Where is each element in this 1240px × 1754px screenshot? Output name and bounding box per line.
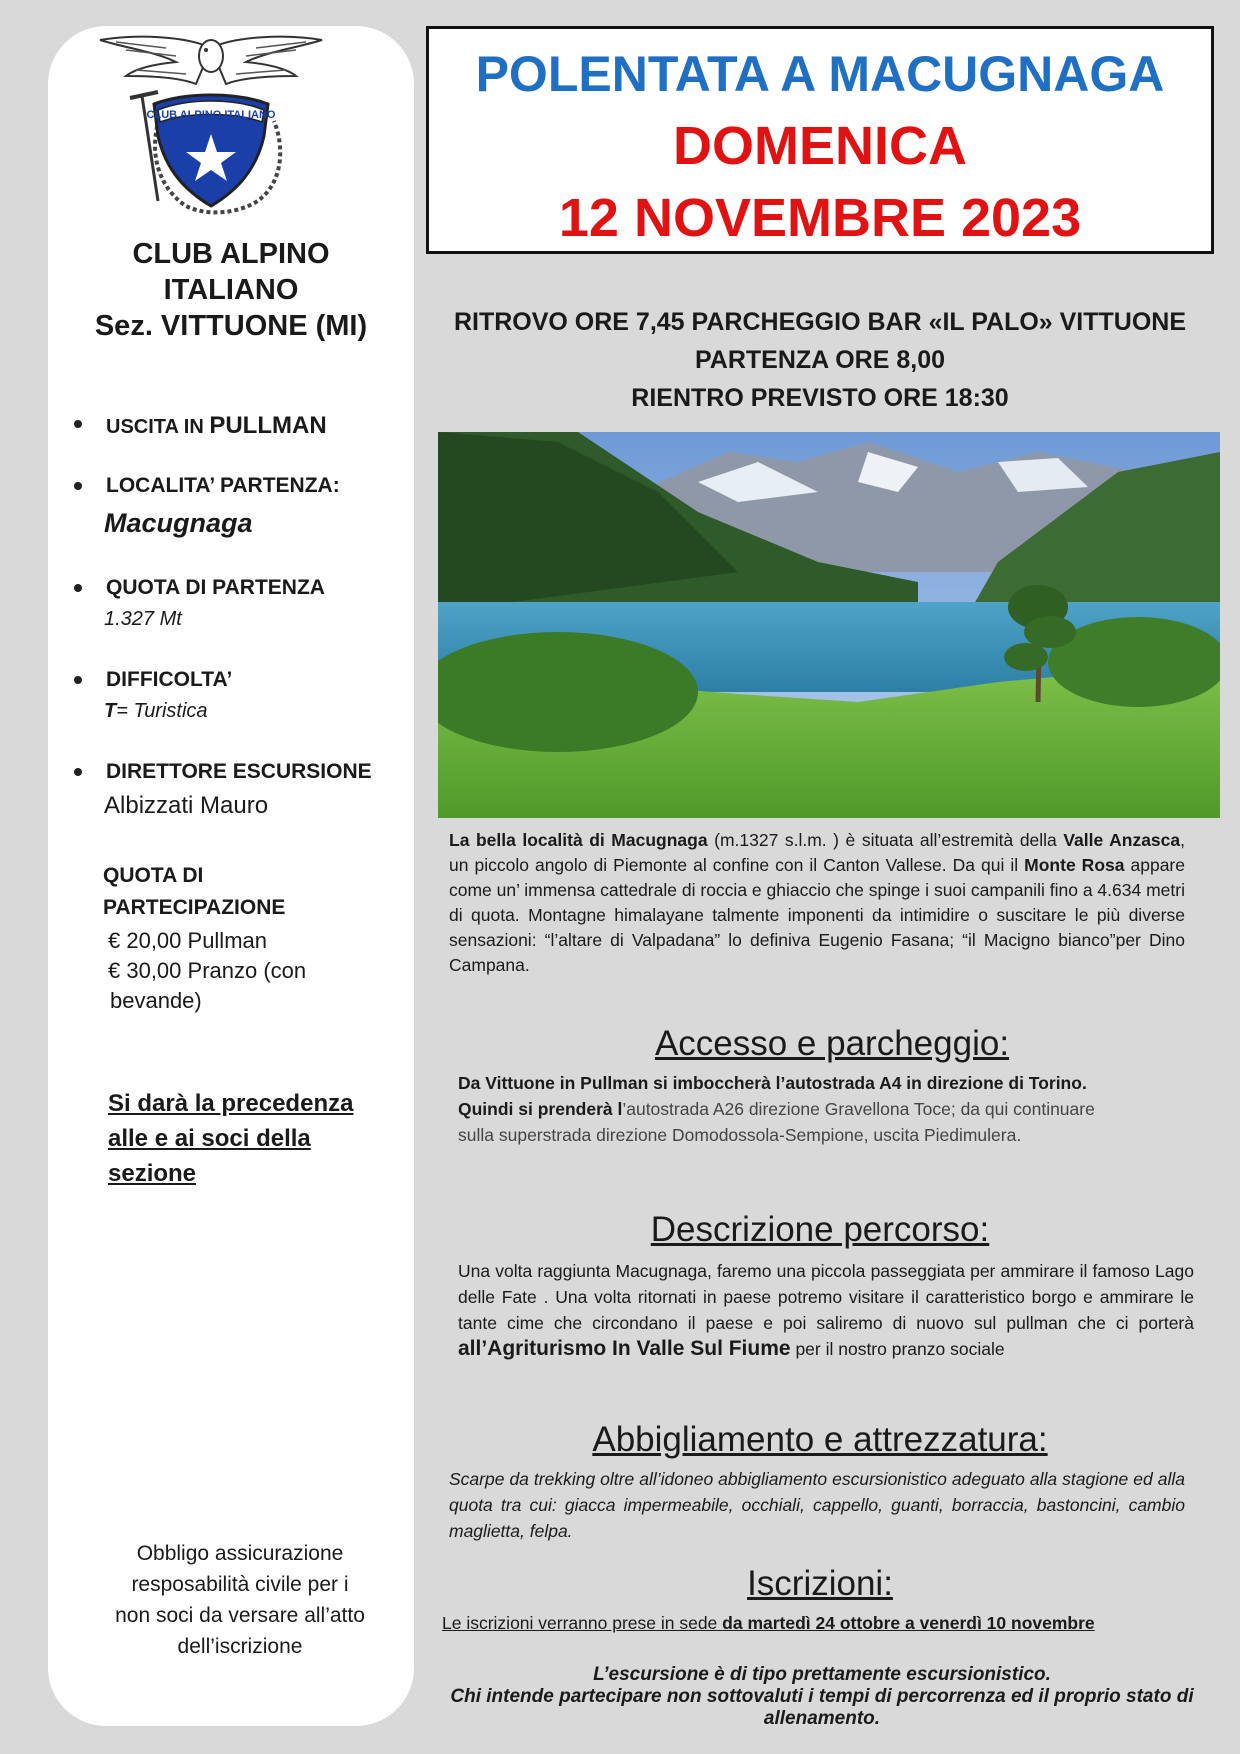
route-body: Una volta raggiunta Macugnaga, faremo una piccola passeggiata per ammirare il famoso Lago delle Fate . Una volta ritornati in paese potremo visitare il caratteristico borgo e ammirare le tante cime che circondano il paese e poi saliremo di nuovo sul pullman che ci porterà all’Agriturismo In Valle Sul Fiume per il nostro pranzo sociale — [458, 1261, 1194, 1360]
price-lunch: € 30,00 Pranzo (con — [108, 958, 307, 983]
route-title: Descrizione percorso: — [650, 1210, 990, 1249]
event-day: DOMENICA — [673, 116, 967, 176]
bullet-icon — [74, 584, 82, 592]
registration-title: Iscrizioni: — [747, 1564, 893, 1603]
final-note: L’escursione è di tipo prettamente escursionistico. Chi intende partecipare non sottovaluti i tempi di percorrenza ed il proprio stato di allenamento. — [450, 1664, 1194, 1729]
club-section: Sez. VITTUONE (MI) — [94, 310, 368, 342]
clothing-body: Scarpe da trekking oltre all’idoneo abbigliamento escursionistico adeguato alla stagione ed alla quota tra cui: giacca impermeabile, occhiali, cappello, guanti, borraccia, bastoncini, cambio maglietta, felpa. — [449, 1469, 1185, 1541]
clothing-title: Abbigliamento e attrezzatura: — [592, 1420, 1048, 1459]
logo-text: CLUB ALPINO ITALIANO — [146, 109, 276, 121]
price-lunch-cont: bevande) — [110, 988, 202, 1013]
event-date: 12 NOVEMBRE 2023 — [558, 188, 1082, 248]
meeting-point: RITROVO ORE 7,45 PARCHEGGIO BAR «IL PALO» VITTUONE — [453, 308, 1187, 336]
event-title: POLENTATA A MACUGNAGA — [475, 46, 1165, 102]
lake-photo — [438, 432, 1220, 818]
registration-body: Le iscrizioni verranno prese in sede da martedì 24 ottobre a venerdì 10 novembre — [442, 1613, 1095, 1633]
insurance-note: Obbligo assicurazione resposabilità civile per i non soci da versare all’atto dell’iscrizione — [115, 1542, 365, 1658]
title-box — [426, 26, 1214, 254]
return-time: RIENTRO PREVISTO ORE 18:30 — [631, 384, 1009, 412]
bullet-icon — [74, 676, 82, 684]
access-body: Da Vittuone in Pullman si imboccherà l’autostrada A4 in direzione di Torino. Quindi si prenderà l’autostrada A26 direzione Gravellona Toce; da qui continuare sulla superstrada direzione Domodossola-Sempione, uscita Piedimulera. — [458, 1073, 1095, 1145]
access-title: Accesso e parcheggio: — [654, 1024, 1010, 1063]
location-description: La bella località di Macugnaga (m.1327 s.l.m. ) è situata all’estremità della Valle Anzasca, un piccolo angolo di Piemonte al confine con il Canton Vallese. Da qui il Monte Rosa appare come un’ immensa cattedrale di roccia e ghiaccio che spinge i suoi campanili fino a 4.634 metri di quota. Montagne himalayane talmente imponenti da intimidire o suscitare le più diverse sensazioni: “l’altare di Valpadana” lo definiva Eugenio Fasana; “il Macigno bianco”per Dino Campana. — [449, 830, 1185, 975]
difficulty-value: T= Turistica — [104, 700, 208, 722]
bullet-icon — [74, 420, 82, 428]
bullet-icon — [74, 482, 82, 490]
bullet-icon — [74, 768, 82, 776]
director-value: Albizzati Mauro — [104, 792, 269, 819]
departure-time: PARTENZA ORE 8,00 — [694, 346, 946, 374]
club-name-line1: CLUB ALPINO — [132, 238, 330, 270]
quota-heading: QUOTA DI PARTECIPAZIONE — [103, 864, 286, 919]
price-pullman: € 20,00 Pullman — [108, 928, 267, 953]
cai-logo — [96, 26, 326, 216]
departure-value: Macugnaga — [104, 508, 253, 538]
altitude-value: 1.327 Mt — [104, 608, 182, 630]
precedence-note: Si darà la precedenza alle e ai soci della sezione — [108, 1090, 354, 1187]
club-name-line2: ITALIANO — [163, 274, 299, 306]
